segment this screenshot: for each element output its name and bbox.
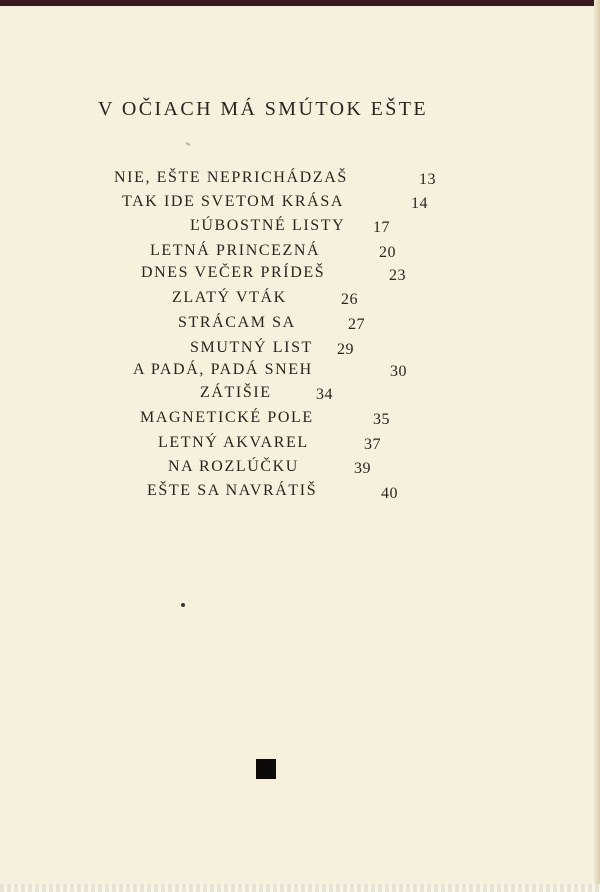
toc-entry: [114, 168, 348, 188]
toc-entry-title: LETNÝ AKVAREL: [158, 434, 309, 451]
toc-entry-title: NIE, EŠTE NEPRICHÁDZAŠ: [114, 169, 348, 186]
toc-entry-title: ZÁTIŠIE: [200, 384, 272, 401]
toc-entry-title: SMUTNÝ LIST: [190, 339, 313, 356]
toc-entry-page: 14: [411, 195, 428, 212]
toc-entry: [140, 408, 314, 428]
toc-entry-title: DNES VEČER PRÍDEŠ: [141, 264, 326, 281]
toc-entry: [178, 313, 296, 333]
toc-entry-page: 29: [337, 341, 354, 358]
toc-entry: [141, 263, 325, 283]
toc-entry: [172, 288, 287, 308]
toc-entry-page: 37: [364, 436, 381, 453]
toc-entry: [150, 241, 320, 261]
toc-entry: [122, 192, 344, 212]
toc-entry-page: 39: [354, 460, 371, 477]
toc-entry-title: A PADÁ, PADÁ SNEH: [133, 361, 313, 378]
toc-entry-page: 13: [419, 171, 436, 188]
toc-entry: [190, 338, 313, 358]
ink-dot: [181, 603, 185, 607]
toc-entry-page: 27: [348, 316, 365, 333]
toc-entry-title: ĽÚBOSTNÉ LISTY: [190, 217, 346, 234]
toc-entry-page: 35: [373, 411, 390, 428]
toc-entry-page: 40: [381, 485, 398, 502]
toc-entry-page: 20: [379, 244, 396, 261]
toc-entry-title: NA ROZLÚČKU: [168, 458, 299, 475]
toc-entry: [168, 457, 299, 477]
toc-entry-title: STRÁCAM SA: [178, 314, 296, 331]
toc-entry-title: ZLATÝ VTÁK: [172, 289, 287, 306]
toc-entry: [133, 360, 313, 380]
toc-entry-title: MAGNETICKÉ POLE: [140, 409, 314, 426]
toc-entry: [158, 433, 309, 453]
section-title: V OČIACH MÁ SMÚTOK EŠTE: [98, 98, 429, 120]
toc-entry: [200, 383, 272, 403]
toc-entry-page: 30: [390, 363, 407, 380]
toc-entry-page: 34: [316, 386, 333, 403]
toc-entry-title: EŠTE SA NAVRÁTIŠ: [147, 482, 318, 499]
toc-entry-page: 17: [373, 219, 390, 236]
toc-entry-page: 23: [389, 267, 406, 284]
toc-entry-title: TAK IDE SVETOM KRÁSA: [122, 193, 344, 210]
toc-entry: [147, 481, 317, 501]
toc-entry-page: 26: [341, 291, 358, 308]
end-square-mark: [256, 759, 276, 779]
toc-entry: [190, 216, 345, 236]
toc-entry-title: LETNÁ PRINCEZNÁ: [150, 242, 321, 259]
